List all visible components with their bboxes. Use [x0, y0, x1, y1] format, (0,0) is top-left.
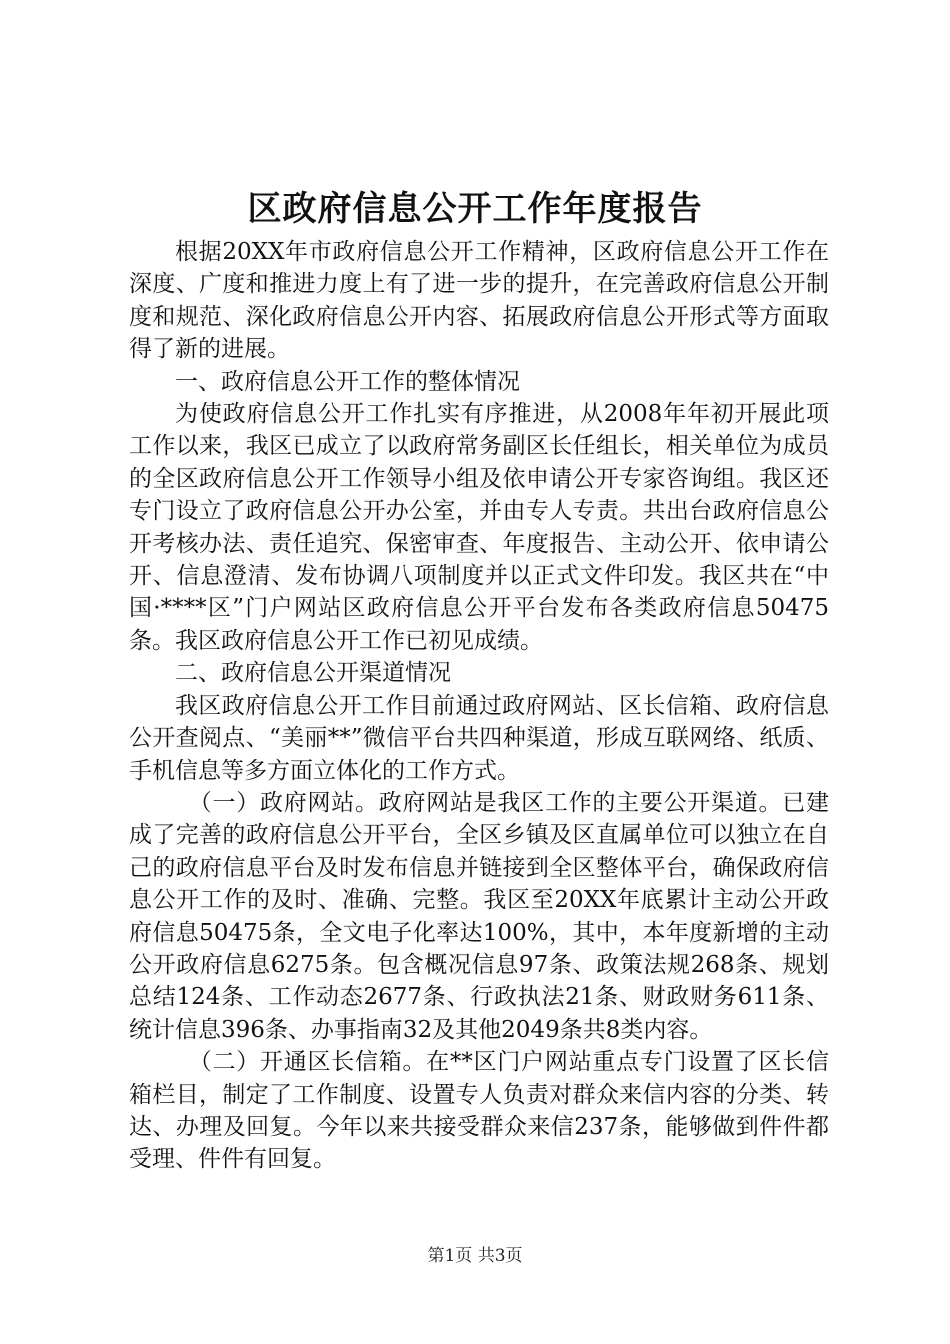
section-heading-channels: 二、政府信息公开渠道情况 — [175, 660, 451, 687]
document-title: 区政府信息公开工作年度报告 — [247, 189, 703, 229]
subsection-website-paragraph: （一）政府网站。政府网站是我区工作的主要公开渠道。已建成了完善的政府信息公开平台，全区乡镇及区直属单位可以独立在自己的政府信息平台及时发布信息并链接到全区整体平台，确保政府信息公开工作的及时、准确、完整。我区至20XX年底累计主动公开政府信息50475条，全文电子化率达100%，其中，本年度新增的主动公开政府信息6275条。包含概况信息97条、政策法规268条、规划总结124条、工作动态2677条、行政执法21条、财政财务611条、统计信息396条、办事指南32及其他2049条共8类内容。 — [129, 789, 829, 1043]
section-heading-overall: 一、政府信息公开工作的整体情况 — [175, 368, 520, 395]
subsection-mailbox-paragraph: （二）开通区长信箱。在**区门户网站重点专门设置了区长信箱栏目，制定了工作制度、设置专人负责对群众来信内容的分类、转达、办理及回复。今年以来共接受群众来信237条，能够做到件件都受理、件件有回复。 — [129, 1049, 829, 1173]
channels-paragraph: 我区政府信息公开工作目前通过政府网站、区长信箱、政府信息公开查阅点、“美丽**”微信平台共四种渠道，形成互联网络、纸质、手机信息等多方面立体化的工作方式。 — [129, 692, 829, 784]
page-footer: 第1页 共3页 — [427, 1246, 523, 1266]
intro-paragraph: 根据20XX年市政府信息公开工作精神，区政府信息公开工作在深度、广度和推进力度上有了进一步的提升，在完善政府信息公开制度和规范、深化政府信息公开内容、拓展政府信息公开形式等方面取得了新的进展。 — [129, 239, 829, 363]
document-body — [129, 236, 829, 1176]
overall-paragraph: 为使政府信息公开工作扎实有序推进，从2008年年初开展此项工作以来，我区已成立了以政府常务副区长任组长，相关单位为成员的全区政府信息公开工作领导小组及依申请公开专家咨询组。我区还专门设立了政府信息公开办公室，并由专人专责。共出台政府信息公开考核办法、责任追究、保密审查、年度报告、主动公开、依申请公开、信息澄清、发布协调八项制度并以正式文件印发。我区共在“中国·****区”门户网站区政府信息公开平台发布各类政府信息50475条。我区政府信息公开工作已初见成绩。 — [129, 401, 829, 654]
